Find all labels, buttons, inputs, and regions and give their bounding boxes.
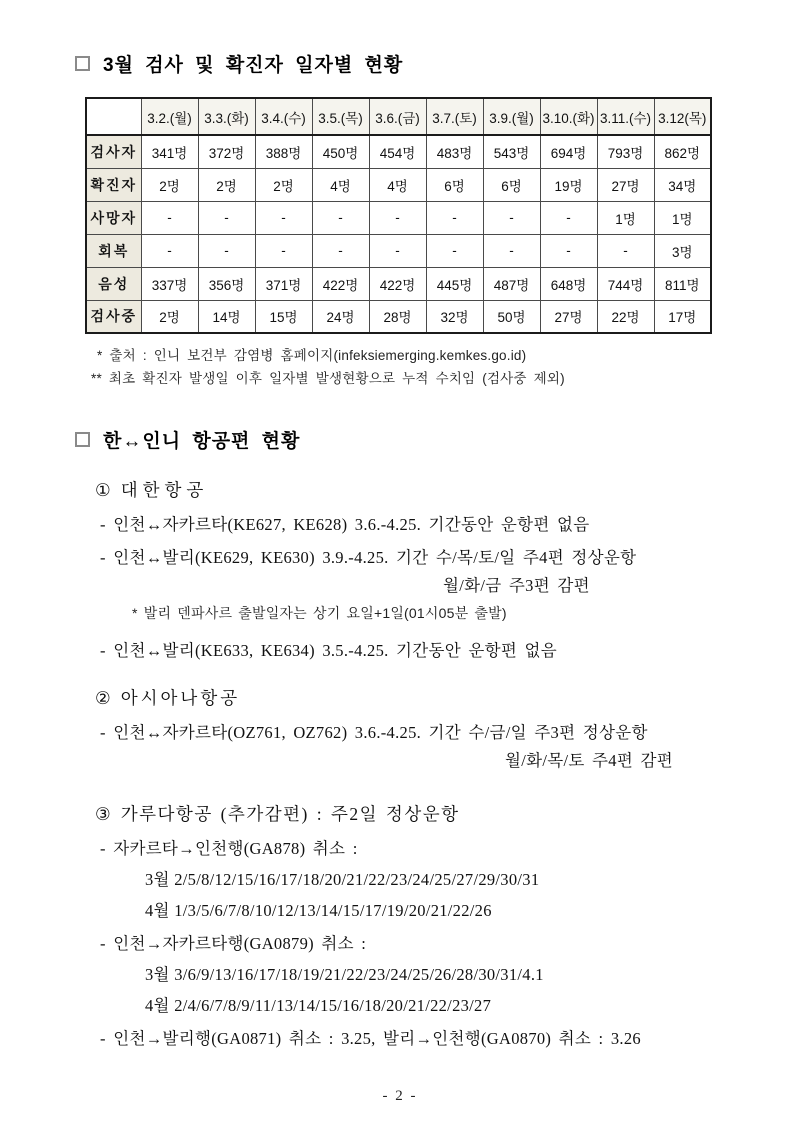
- table-cell: 34명: [654, 168, 711, 201]
- row-header: 음성: [86, 267, 141, 300]
- table-cell: -: [312, 201, 369, 234]
- table-row-recovered: [86, 234, 711, 267]
- table-row-testing: [86, 300, 711, 333]
- airline-header-asiana: [95, 685, 740, 710]
- flight-line: - 자카르타→인천행(GA878) 취소 :: [100, 839, 358, 858]
- table-cell: 28명: [369, 300, 426, 333]
- column-header: 3.2.(월): [141, 98, 198, 135]
- table-cell: 648명: [540, 267, 597, 300]
- row-header: 사망자: [86, 201, 141, 234]
- table-cell: 1명: [654, 201, 711, 234]
- table-cell: 811명: [654, 267, 711, 300]
- flight-line: - 인천↔자카르타(KE627, KE628) 3.6.-4.25. 기간동안 운항편 없음: [100, 515, 590, 534]
- cancel-dates-april: 4월 1/3/5/6/7/8/10/12/13/14/15/17/19/20/21/22/26: [145, 901, 492, 920]
- table-footnotes: [75, 344, 740, 390]
- table-cell: 862명: [654, 135, 711, 168]
- column-header: 3.11.(수): [597, 98, 654, 135]
- table-cell: 744명: [597, 267, 654, 300]
- table-cell: -: [369, 234, 426, 267]
- table-cell: -: [255, 201, 312, 234]
- table-cell: 543명: [483, 135, 540, 168]
- table-cell: -: [198, 234, 255, 267]
- table-cell: -: [597, 234, 654, 267]
- footnote-source: * 출처 : 인니 보건부 감염병 홈페이지(infeksiemerging.kemkes.go.id): [97, 348, 527, 363]
- table-cell: 483명: [426, 135, 483, 168]
- table-cell: -: [312, 234, 369, 267]
- table-cell: -: [540, 201, 597, 234]
- circled-number-icon: ②: [95, 688, 111, 708]
- table-cell: 22명: [597, 300, 654, 333]
- column-header: 3.7.(토): [426, 98, 483, 135]
- airline-name: 가루다항공 (추가감편) : 주2일 정상운항: [120, 804, 460, 824]
- table-cell: 32명: [426, 300, 483, 333]
- section1-title-text: 3월 검사 및 확진자 일자별 현황: [103, 55, 404, 76]
- flight-line: - 인천↔자카르타(OZ761, OZ762) 3.6.-4.25. 기간 수/금/일 주3편 정상운항: [100, 723, 648, 742]
- table-cell: 422명: [369, 267, 426, 300]
- table-cell: 2명: [255, 168, 312, 201]
- bali-departure-note: * 발리 덴파사르 출발일자는 상기 요일+1일(01시05분 출발): [132, 605, 507, 621]
- footnote-cumulative: ** 최초 확진자 발생일 이후 일자별 발생현황으로 누적 수치임 (검사중 제외): [91, 371, 565, 386]
- table-cell: -: [198, 201, 255, 234]
- table-wrap: [85, 97, 740, 334]
- table-cell: 450명: [312, 135, 369, 168]
- column-header: 3.6.(금): [369, 98, 426, 135]
- flight-line: - 인천→발리행(GA0871) 취소 : 3.25, 발리→인천행(GA0870) 취소 : 3.26: [100, 1029, 641, 1048]
- table-cell: 371명: [255, 267, 312, 300]
- cancel-dates-march: 3월 3/6/9/13/16/17/18/19/21/22/23/24/25/26/28/30/31/4.1: [145, 965, 544, 984]
- circled-number-icon: ①: [95, 480, 111, 500]
- table-cell: 694명: [540, 135, 597, 168]
- table-cell: -: [483, 201, 540, 234]
- table-cell: 388명: [255, 135, 312, 168]
- cancel-dates-april: 4월 2/4/6/7/8/9/11/13/14/15/16/18/20/21/22/23/27: [145, 996, 492, 1015]
- table-cell: -: [426, 234, 483, 267]
- table-cell: 17명: [654, 300, 711, 333]
- table-cell: 50명: [483, 300, 540, 333]
- table-row-confirmed: [86, 168, 711, 201]
- flight-line-continuation: 월/화/목/토 주4편 감편: [505, 751, 673, 770]
- table-cell: 341명: [141, 135, 198, 168]
- airline-header-korean-air: [95, 477, 740, 502]
- table-cell: 2명: [141, 168, 198, 201]
- table-cell: 337명: [141, 267, 198, 300]
- table-cell: 445명: [426, 267, 483, 300]
- column-header: 3.3.(화): [198, 98, 255, 135]
- square-bullet-icon: [75, 432, 90, 447]
- page-number: - 2 -: [382, 1088, 418, 1104]
- table-cell: 14명: [198, 300, 255, 333]
- row-header: 확진자: [86, 168, 141, 201]
- table-cell: -: [141, 201, 198, 234]
- table-cell: -: [255, 234, 312, 267]
- table-cell: -: [369, 201, 426, 234]
- table-cell: -: [540, 234, 597, 267]
- table-cell: 487명: [483, 267, 540, 300]
- table-cell: 4명: [369, 168, 426, 201]
- table-cell: -: [141, 234, 198, 267]
- airline-name: 아시아나항공: [120, 688, 241, 708]
- table-cell: 6명: [426, 168, 483, 201]
- table-cell: 372명: [198, 135, 255, 168]
- table-row-deaths: [86, 201, 711, 234]
- airline-name: 대한항공: [120, 480, 209, 500]
- daily-status-table: [85, 97, 712, 334]
- flight-line: - 인천→자카르타행(GA0879) 취소 :: [100, 934, 367, 953]
- table-cell: 19명: [540, 168, 597, 201]
- section2-title-text: 한↔인니 항공편 현황: [103, 431, 301, 452]
- table-cell: 27명: [597, 168, 654, 201]
- table-cell: 793명: [597, 135, 654, 168]
- airline-header-garuda: [95, 801, 740, 826]
- table-row-tested: [86, 135, 711, 168]
- table-cell: 356명: [198, 267, 255, 300]
- table-cell: 1명: [597, 201, 654, 234]
- section2-title: [75, 426, 740, 453]
- row-header: 검사중: [86, 300, 141, 333]
- table-cell: 3명: [654, 234, 711, 267]
- table-cell: 4명: [312, 168, 369, 201]
- square-bullet-icon: [75, 56, 90, 71]
- table-cell: 6명: [483, 168, 540, 201]
- table-cell: -: [483, 234, 540, 267]
- cancel-dates-march: 3월 2/5/8/12/15/16/17/18/20/21/22/23/24/25/27/29/30/31: [145, 870, 540, 889]
- table-cell: 422명: [312, 267, 369, 300]
- row-header: 검사자: [86, 135, 141, 168]
- flight-line: - 인천↔발리(KE633, KE634) 3.5.-4.25. 기간동안 운항편 없음: [100, 641, 557, 660]
- table-cell: 15명: [255, 300, 312, 333]
- table-corner-cell: [86, 98, 141, 135]
- column-header: 3.5.(목): [312, 98, 369, 135]
- column-header: 3.10.(화): [540, 98, 597, 135]
- flight-line: - 인천↔발리(KE629, KE630) 3.9.-4.25. 기간 수/목/토/일 주4편 정상운항: [100, 548, 637, 567]
- table-row-negative: [86, 267, 711, 300]
- section1-title: [75, 50, 740, 77]
- table-cell: 2명: [141, 300, 198, 333]
- flight-line-continuation: 월/화/금 주3편 감편: [443, 576, 590, 595]
- row-header: 회복: [86, 234, 141, 267]
- column-header: 3.4.(수): [255, 98, 312, 135]
- table-cell: -: [426, 201, 483, 234]
- column-header: 3.12(목): [654, 98, 711, 135]
- table-cell: 2명: [198, 168, 255, 201]
- circled-number-icon: ③: [95, 804, 111, 824]
- table-cell: 454명: [369, 135, 426, 168]
- table-cell: 24명: [312, 300, 369, 333]
- table-cell: 27명: [540, 300, 597, 333]
- column-header: 3.9.(월): [483, 98, 540, 135]
- table-header-row: [86, 98, 711, 135]
